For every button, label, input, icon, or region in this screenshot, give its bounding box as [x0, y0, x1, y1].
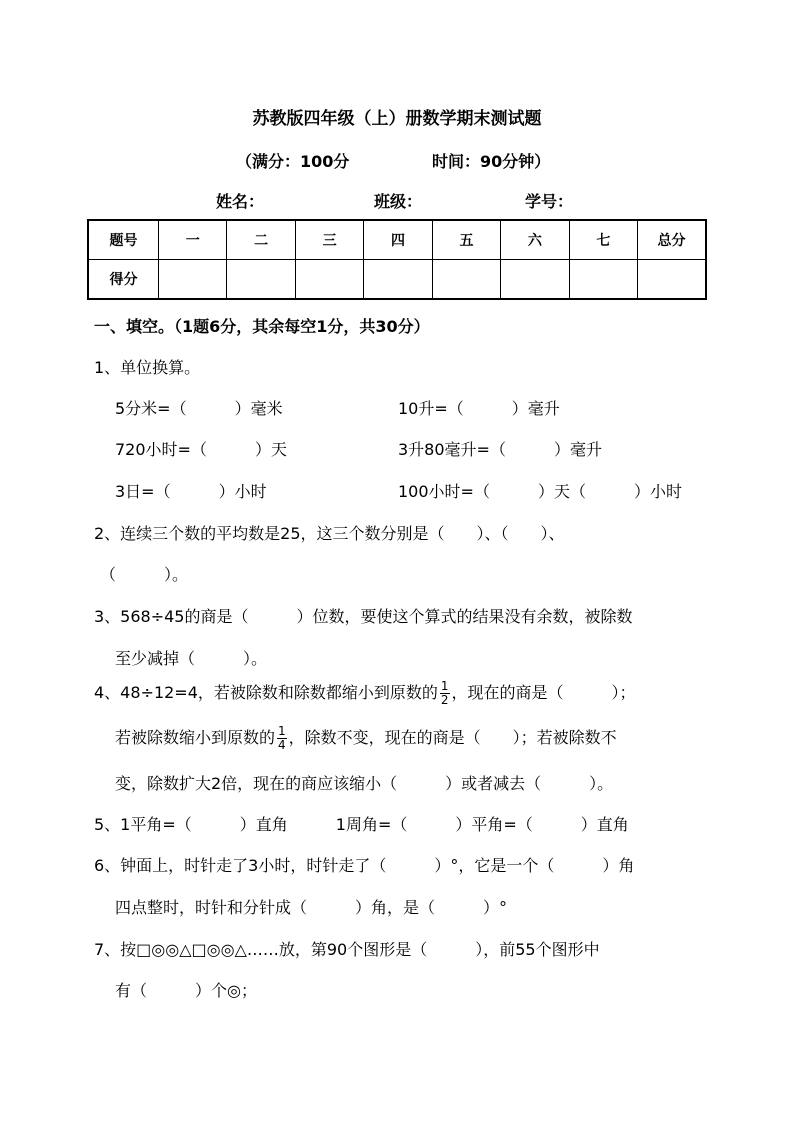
q5-line: 5、1平角=（ ）直角 1周角=（ ）平角=（ ）直角 [94, 815, 629, 834]
q4-line [115, 725, 617, 752]
fraction-denominator: 2 [440, 693, 449, 707]
q6-line: 四点整时，时针和分针成（ ）角，是（ ）° [115, 898, 508, 917]
score-header-cell: 题号 [88, 220, 159, 260]
q6-line: 6、钟面上，时针走了3小时，时针走了（ ）°，它是一个（ ）角 [94, 856, 635, 875]
exam-title: 苏教版四年级（上）册数学期末测试题 [252, 109, 542, 129]
score-table [87, 219, 707, 300]
score-cell[interactable] [432, 260, 500, 300]
score-cell[interactable] [364, 260, 432, 300]
exam-time: 时间：90分钟） [432, 152, 551, 171]
q4-text: ，除数不变，现在的商是（ ）；若被除数不 [288, 728, 617, 747]
score-header-cell: 七 [569, 220, 637, 260]
section-heading: 一、填空。（1题6分，其余每空1分，共30分） [94, 317, 430, 336]
score-cell[interactable] [569, 260, 637, 300]
q4-line [94, 680, 636, 707]
full-marks: （满分：100分 [236, 152, 350, 171]
name-label: 姓名： [216, 192, 265, 211]
score-table-score-row [88, 260, 706, 300]
q7-line: 7、按□◎◎△□◎◎△……放，第90个图形是（ ），前55个图形中 [94, 940, 600, 959]
score-header-cell: 六 [501, 220, 569, 260]
score-header-cell: 总分 [638, 220, 706, 260]
fraction-numerator: 1 [440, 679, 449, 693]
fraction-numerator: 1 [278, 724, 286, 738]
q3-line: 3、568÷45的商是（ ）位数，要使这个算式的结果没有余数，被除数 [94, 607, 633, 626]
q1-title: 1、单位换算。 [94, 358, 201, 377]
q1-item: 5分米=（ ）毫米 [115, 399, 283, 418]
q4-text: ，现在的商是（ ）； [451, 683, 636, 702]
q1-item: 100小时=（ ）天（ ）小时 [398, 482, 682, 501]
q1-item: 3日=（ ）小时 [115, 482, 267, 501]
score-cell[interactable] [295, 260, 363, 300]
score-cell[interactable] [159, 260, 227, 300]
class-label: 班级： [374, 192, 423, 211]
q4-text: 4、48÷12=4，若被除数和除数都缩小到原数的 [94, 683, 438, 702]
q1-item: 720小时=（ ）天 [115, 440, 287, 459]
score-header-cell: 五 [432, 220, 500, 260]
score-cell[interactable] [638, 260, 706, 300]
score-header-cell: 一 [159, 220, 227, 260]
q2-line: 2、连续三个数的平均数是25，这三个数分别是（ ）、（ ）、 [94, 524, 565, 543]
fraction [440, 680, 450, 707]
q4-line: 变，除数扩大2倍，现在的商应该缩小（ ）或者减去（ ）。 [115, 774, 614, 793]
q3-line: 至少减掉（ ）。 [115, 649, 268, 668]
score-cell[interactable] [227, 260, 295, 300]
q2-line: （ ）。 [100, 565, 189, 584]
score-row-label: 得分 [88, 260, 159, 300]
fraction [277, 725, 287, 752]
score-table-header-row [88, 220, 706, 260]
score-header-cell: 四 [364, 220, 432, 260]
score-cell[interactable] [501, 260, 569, 300]
q7-line: 有（ ）个◎； [115, 981, 257, 1000]
q4-text: 若被除数缩小到原数的 [115, 728, 276, 747]
q1-item: 10升=（ ）毫升 [398, 399, 560, 418]
student-id-label: 学号： [525, 192, 574, 211]
score-header-cell: 三 [295, 220, 363, 260]
score-header-cell: 二 [227, 220, 295, 260]
q1-item: 3升80毫升=（ ）毫升 [398, 440, 602, 459]
fraction-denominator: 4 [278, 738, 286, 752]
